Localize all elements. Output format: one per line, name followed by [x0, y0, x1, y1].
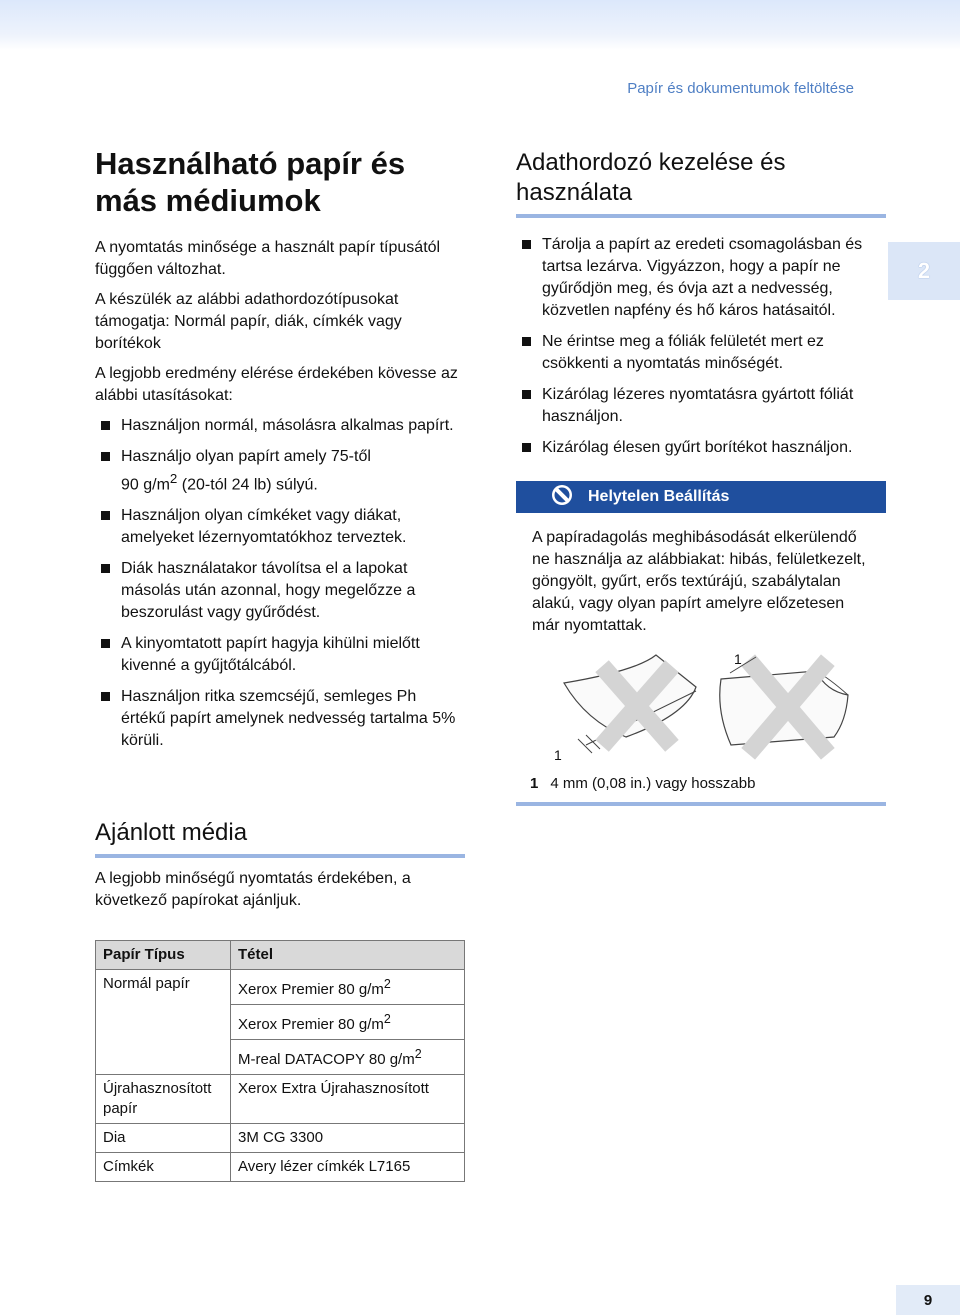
running-header: Papír és dokumentumok feltöltése	[627, 80, 854, 97]
table-cell-item: Xerox Premier 80 $g/m^2$	[231, 1005, 465, 1040]
handling-bullet-list	[516, 234, 886, 459]
table-header-paper-type: Papír Típus	[96, 941, 231, 970]
unsuitable-paper-figure	[516, 651, 886, 771]
table-row	[96, 1153, 465, 1182]
weight-superscript: 2	[169, 471, 178, 486]
intro-paragraph-3: A legjobb eredmény elérése érdekében kövesse az alábbi utasításokat:	[95, 365, 458, 404]
table-row	[96, 1124, 465, 1153]
figure-note	[516, 775, 886, 792]
table-cell-type: Címkék	[96, 1153, 231, 1182]
usage-bullet-list	[95, 415, 465, 752]
bullet-storage: Tárolja a papírt az eredeti csomagolásban és tartsa lezárva. Vigyázzon, hogy a papír ne gyűrődjön meg, és óvja azt a nedvesség, közvetlen napfény és hő káros hatásaitól.	[516, 234, 886, 322]
caution-text: A papíradagolás meghibásodását elkerülendő ne használja az alábbiakat: hibás, felületkezelt, göngyölt, gyűrt, erős textúrájú, szabálytalan alakú, vagy olyan papírt amelyre előzetesen már nyomtattak.	[532, 529, 866, 634]
table-cell-item: 3M CG 3300	[231, 1124, 465, 1153]
caution-banner	[516, 481, 886, 513]
table-header-item: Tétel	[231, 941, 465, 970]
recommended-paper-table	[95, 940, 465, 1182]
table-cell-item: Xerox Extra Újrahasznosított	[231, 1075, 465, 1124]
intro-paragraph-2: A készülék az alábbi adathordozótípusokat támogatja: Normál papír, diák, címkék vagy borítékok	[95, 291, 402, 352]
figure-callout-bottom: 1	[554, 747, 562, 763]
right-column	[516, 148, 886, 806]
chapter-number: 2	[917, 258, 931, 283]
bullet-laser-film: Kizárólag lézeres nyomtatásra gyártott fóliát használjon.	[516, 384, 886, 428]
table-cell-type-empty	[96, 1005, 231, 1040]
table-cell-item: Avery lézer címkék L7165	[231, 1153, 465, 1182]
curled-paper-illustration	[516, 651, 886, 771]
bullet-grain: Használjon ritka szemcséjű, semleges Ph értékű papírt amelynek nedvesség tartalma 5% körüli.	[95, 686, 465, 752]
weight-line-2-post: (20-tól 24 lb) súlyú.	[177, 476, 318, 494]
section-heading-media-handling: Adathordozó kezelése és használata	[516, 148, 886, 218]
table-cell-type: Normál papír	[96, 970, 231, 1005]
bullet-envelopes: Kizárólag élesen gyűrt borítékot használjon.	[516, 437, 886, 459]
table-row	[96, 1005, 465, 1040]
left-column	[95, 145, 465, 761]
chapter-tab	[888, 242, 960, 300]
bullet-labels: Használjon olyan címkéket vagy diákat, amelyeket lézernyomtatókhoz terveztek.	[95, 505, 465, 549]
intro-paragraph-1: A nyomtatás minősége a használt papír típusától függően változhat.	[95, 239, 441, 278]
table-cell-type-empty	[96, 1040, 231, 1075]
page-number: 9	[896, 1285, 960, 1315]
weight-line-2-pre: 90 g/m	[121, 476, 170, 494]
table-header-row	[96, 941, 465, 970]
recommended-media-heading: Ajánlott média	[95, 818, 465, 858]
table-row	[96, 1040, 465, 1075]
section-heading-usable-paper: Használható papír és más médiumok	[95, 146, 406, 218]
figure-callout-top: 1	[734, 651, 742, 667]
table-cell-item: Xerox Premier 80 $g/m^2$	[231, 970, 465, 1005]
bullet-paper-weight	[95, 446, 465, 496]
table-row	[96, 970, 465, 1005]
table-cell-item: M-real DATACOPY 80 $g/m^2$	[231, 1040, 465, 1075]
top-band	[0, 0, 960, 50]
bullet-touch: Ne érintse meg a fóliák felületét mert ez csökkenti a nyomtatás minőségét.	[516, 331, 886, 375]
caution-body	[516, 513, 886, 637]
table-cell-type: Dia	[96, 1124, 231, 1153]
right-column-bottom-rule	[516, 802, 886, 806]
bullet-normal-paper: Használjon normál, másolásra alkalmas papírt.	[95, 415, 465, 437]
figure-note-text: 4 mm (0,08 in.) vagy hosszabb	[550, 775, 756, 792]
bullet-transparencies: Diák használatakor távolítsa el a lapokat másolás után azonnal, hogy megelőzze a beszorulást vagy gyűrődést.	[95, 558, 465, 624]
figure-note-number: 1	[530, 775, 539, 792]
recommended-media-text	[95, 868, 465, 920]
bullet-cooling: A kinyomtatott papírt hagyja kihülni mielőtt kivenné a gyűjtőtálcából.	[95, 633, 465, 677]
prohibited-icon	[550, 483, 574, 512]
weight-line-1: Használjo olyan papírt amely 75-től	[121, 448, 371, 465]
recommended-media-heading-block	[95, 818, 465, 858]
caution-title: Helytelen Beállítás	[588, 488, 730, 505]
table-row	[96, 1075, 465, 1124]
recommended-media-paragraph: A legjobb minőségű nyomtatás érdekében, a következő papírokat ajánljuk.	[95, 870, 411, 909]
table-cell-type: Újrahasznosított papír	[96, 1075, 231, 1124]
